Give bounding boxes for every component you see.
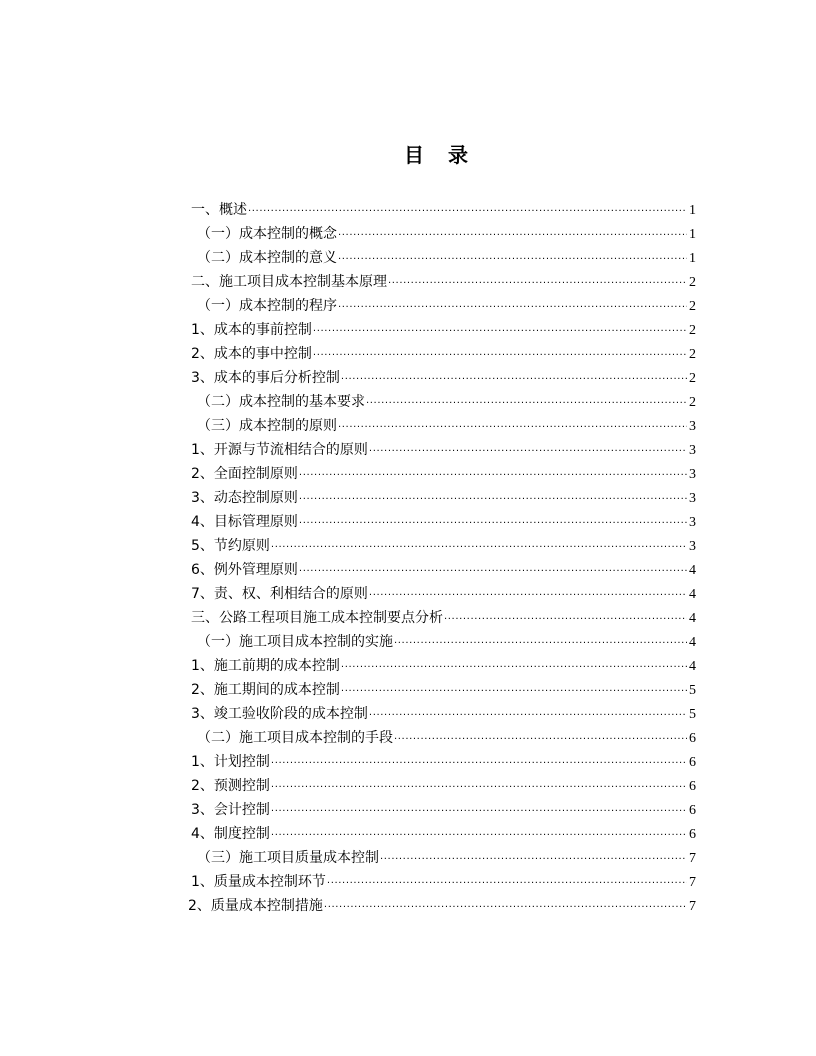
toc-entry[interactable] bbox=[191, 846, 696, 870]
toc-leader-dots bbox=[338, 296, 687, 318]
toc-leader-dots bbox=[299, 512, 687, 534]
toc-entry-text: 2、施工期间的成本控制 bbox=[191, 682, 340, 698]
toc-page-number: 7 bbox=[689, 851, 696, 866]
toc-leader-dots bbox=[271, 752, 687, 774]
toc-title bbox=[0, 140, 816, 170]
toc-entry[interactable] bbox=[191, 294, 696, 318]
toc-entry[interactable] bbox=[191, 750, 696, 774]
toc-entry-text: 4、制度控制 bbox=[191, 826, 270, 842]
toc-page-number: 2 bbox=[689, 347, 696, 362]
toc-entry-text: 5、节约原则 bbox=[191, 538, 270, 554]
toc-leader-dots bbox=[271, 776, 687, 798]
toc-entry[interactable] bbox=[191, 390, 696, 414]
toc-leader-dots bbox=[248, 200, 687, 222]
toc-page-number: 1 bbox=[689, 251, 696, 266]
toc-page-number: 4 bbox=[689, 611, 696, 626]
toc-page-number: 3 bbox=[689, 467, 696, 482]
toc-page-number: 1 bbox=[689, 227, 696, 242]
toc-entry-text: 1、施工前期的成本控制 bbox=[191, 658, 340, 674]
toc-entry-text: （一）施工项目成本控制的实施 bbox=[197, 634, 393, 650]
toc-entry[interactable] bbox=[191, 246, 696, 270]
toc-entry-text: 1、计划控制 bbox=[191, 754, 270, 770]
toc-title-char-2: 录 bbox=[448, 143, 468, 167]
toc-entry-text: （二）成本控制的基本要求 bbox=[197, 394, 365, 410]
toc-page-number: 6 bbox=[689, 731, 696, 746]
toc-entry[interactable] bbox=[191, 366, 696, 390]
toc-leader-dots bbox=[394, 632, 687, 654]
toc-entry[interactable] bbox=[191, 798, 696, 822]
toc-entry[interactable] bbox=[191, 198, 696, 222]
toc-page-number: 7 bbox=[689, 899, 696, 914]
toc-leader-dots bbox=[299, 560, 687, 582]
toc-entry-text: 2、成本的事中控制 bbox=[191, 346, 312, 362]
toc-entry[interactable] bbox=[191, 534, 696, 558]
toc-entry[interactable] bbox=[191, 702, 696, 726]
toc-entry[interactable] bbox=[191, 486, 696, 510]
toc-entry[interactable] bbox=[191, 342, 696, 366]
toc-page-number: 4 bbox=[689, 563, 696, 578]
toc-entry-text: 1、质量成本控制环节 bbox=[191, 874, 326, 890]
toc-page-number: 4 bbox=[689, 635, 696, 650]
toc-page-number: 2 bbox=[689, 371, 696, 386]
toc-entry-text: 3、成本的事后分析控制 bbox=[191, 370, 340, 386]
toc-leader-dots bbox=[324, 896, 687, 918]
toc-entry-text: 一、概述 bbox=[191, 202, 247, 218]
toc-leader-dots bbox=[327, 872, 687, 894]
toc-leader-dots bbox=[271, 536, 687, 558]
toc-entry[interactable] bbox=[191, 822, 696, 846]
toc-leader-dots bbox=[338, 416, 687, 438]
toc-entry[interactable] bbox=[191, 870, 696, 894]
toc-leader-dots bbox=[369, 440, 687, 462]
toc-page-number: 3 bbox=[689, 491, 696, 506]
toc-entry-text: （一）成本控制的概念 bbox=[197, 226, 337, 242]
toc-entry-text: 3、动态控制原则 bbox=[191, 490, 298, 506]
toc-leader-dots bbox=[369, 584, 687, 606]
toc-page-number: 7 bbox=[689, 875, 696, 890]
toc-page-number: 4 bbox=[689, 659, 696, 674]
toc-entry-text: （三）成本控制的原则 bbox=[197, 418, 337, 434]
toc-entry[interactable] bbox=[191, 222, 696, 246]
toc-page-number: 2 bbox=[689, 323, 696, 338]
toc-leader-dots bbox=[341, 656, 687, 678]
toc-entry[interactable] bbox=[191, 462, 696, 486]
toc-entry-text: 1、成本的事前控制 bbox=[191, 322, 312, 338]
toc-entry-text: 7、责、权、利相结合的原则 bbox=[191, 586, 368, 602]
toc-entry[interactable] bbox=[191, 726, 696, 750]
toc-entry[interactable] bbox=[191, 438, 696, 462]
toc-entry[interactable] bbox=[191, 582, 696, 606]
toc-leader-dots bbox=[369, 704, 687, 726]
toc-leader-dots bbox=[444, 608, 687, 630]
toc-title-char-1: 目 bbox=[404, 143, 424, 167]
toc-leader-dots bbox=[271, 824, 687, 846]
toc-leader-dots bbox=[394, 728, 687, 750]
toc-entry-text: 3、竣工验收阶段的成本控制 bbox=[191, 706, 368, 722]
toc-entry-text: 2、预测控制 bbox=[191, 778, 270, 794]
toc-entry-text: 3、会计控制 bbox=[191, 802, 270, 818]
toc-leader-dots bbox=[341, 368, 687, 390]
toc-leader-dots bbox=[388, 272, 687, 294]
toc-leader-dots bbox=[341, 680, 687, 702]
toc-page-number: 3 bbox=[689, 515, 696, 530]
toc-leader-dots bbox=[366, 392, 687, 414]
toc-page-number: 6 bbox=[689, 803, 696, 818]
toc-page-number: 4 bbox=[689, 587, 696, 602]
toc-entry-text: 2、全面控制原则 bbox=[191, 466, 298, 482]
toc-leader-dots bbox=[313, 320, 687, 342]
toc-entry-text: 三、公路工程项目施工成本控制要点分析 bbox=[191, 610, 443, 626]
toc-entry[interactable] bbox=[191, 606, 696, 630]
toc-leader-dots bbox=[338, 224, 687, 246]
toc-leader-dots bbox=[271, 800, 687, 822]
toc-page-number: 2 bbox=[689, 275, 696, 290]
toc-entry[interactable] bbox=[191, 318, 696, 342]
toc-entry[interactable] bbox=[191, 678, 696, 702]
toc-entry[interactable] bbox=[191, 630, 696, 654]
toc-entry-text: 4、目标管理原则 bbox=[191, 514, 298, 530]
toc-entry[interactable] bbox=[191, 558, 696, 582]
toc-page-number: 6 bbox=[689, 755, 696, 770]
toc-entry[interactable] bbox=[191, 270, 696, 294]
toc-entry[interactable] bbox=[191, 774, 696, 798]
toc-leader-dots bbox=[313, 344, 687, 366]
toc-page-number: 5 bbox=[689, 707, 696, 722]
toc-entry-text: （一）成本控制的程序 bbox=[197, 298, 337, 314]
toc-entry-text: （三）施工项目质量成本控制 bbox=[197, 850, 379, 866]
toc-page-number: 1 bbox=[689, 203, 696, 218]
toc-entry-text: （二）施工项目成本控制的手段 bbox=[197, 730, 393, 746]
toc-entry-text: 6、例外管理原则 bbox=[191, 562, 298, 578]
toc-page-number: 3 bbox=[689, 443, 696, 458]
toc-leader-dots bbox=[338, 248, 687, 270]
toc-entry-text: （二）成本控制的意义 bbox=[197, 250, 337, 266]
toc-page-number: 2 bbox=[689, 395, 696, 410]
toc-leader-dots bbox=[299, 464, 687, 486]
toc-page-number: 3 bbox=[689, 419, 696, 434]
table-of-contents bbox=[188, 198, 696, 918]
toc-entry-text: 1、开源与节流相结合的原则 bbox=[191, 442, 368, 458]
toc-page-number: 2 bbox=[689, 299, 696, 314]
toc-entry-text: 2、质量成本控制措施 bbox=[188, 898, 323, 914]
toc-entry-text: 二、施工项目成本控制基本原理 bbox=[191, 274, 387, 290]
toc-entry[interactable] bbox=[191, 510, 696, 534]
toc-page-number: 6 bbox=[689, 827, 696, 842]
toc-leader-dots bbox=[380, 848, 687, 870]
toc-entry[interactable] bbox=[188, 894, 696, 918]
toc-entry[interactable] bbox=[191, 414, 696, 438]
toc-page-number: 3 bbox=[689, 539, 696, 554]
toc-leader-dots bbox=[299, 488, 687, 510]
toc-page-number: 6 bbox=[689, 779, 696, 794]
toc-page-number: 5 bbox=[689, 683, 696, 698]
toc-entry[interactable] bbox=[191, 654, 696, 678]
